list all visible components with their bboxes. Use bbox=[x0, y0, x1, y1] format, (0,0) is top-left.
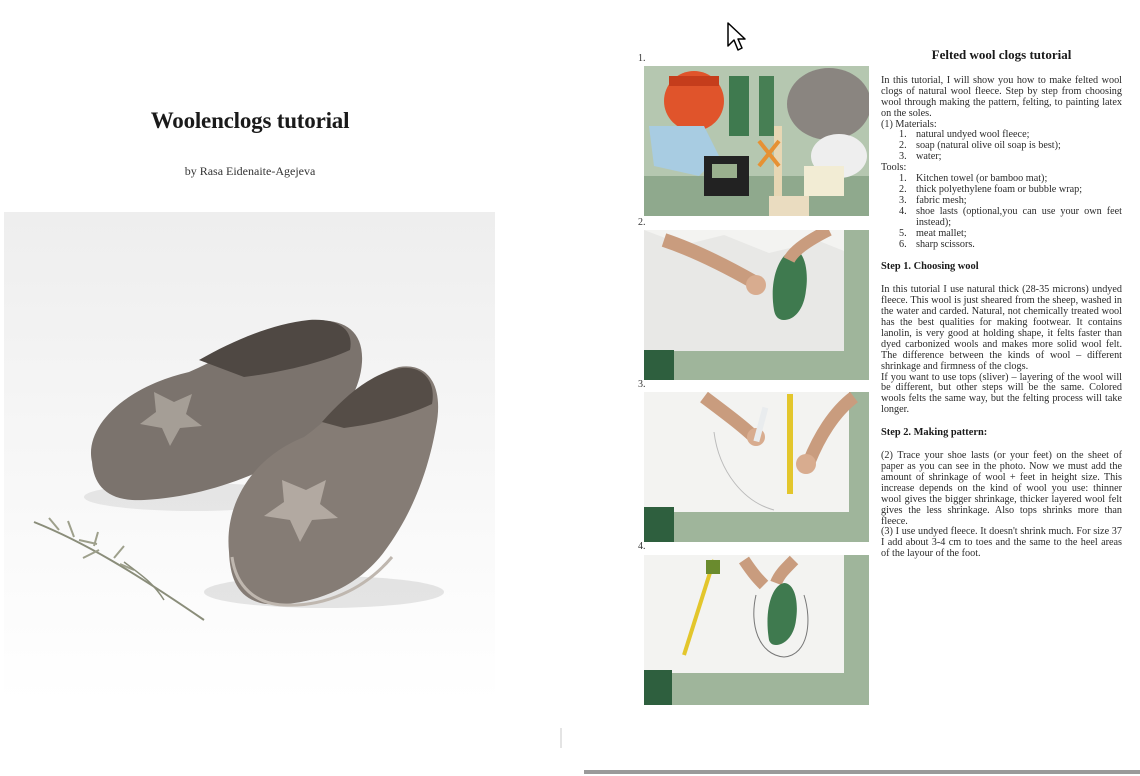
step-photo-materials bbox=[644, 66, 869, 216]
step2-heading: Step 2. Making pattern: bbox=[881, 427, 988, 439]
tools-heading: Tools: bbox=[881, 162, 907, 174]
horizontal-scrollbar[interactable] bbox=[584, 770, 1140, 774]
list-item: 5. meat mallet; bbox=[899, 227, 967, 239]
intro-paragraph: In this tutorial, I will show you how to make felted wool clogs of natural wool fleece. Step by step from choosing wool through making the pattern, felting, to painting latex on the soles. bbox=[881, 74, 1122, 119]
step-number: 4. bbox=[638, 541, 646, 552]
mouse-pointer-icon bbox=[727, 22, 747, 57]
list-item: 3. fabric mesh; bbox=[899, 194, 967, 206]
materials-list bbox=[881, 130, 1122, 163]
cover-title: Woolenclogs tutorial bbox=[150, 108, 350, 133]
step2-paragraph: (2) Trace your shoe lasts (or your feet) on the sheet of paper as you can see in the photo. Now we must add the amount of shrinkage of wool + feet in height size. This increase depends on the kind of wool you use: thinner wool gives the bigger shrinkage, thicker layered wool felt gives the less shrinkage. Also tops shrinks more than fleece. bbox=[881, 450, 1122, 527]
step-photo-wool bbox=[644, 230, 869, 380]
tools-list bbox=[881, 174, 1122, 250]
step1-paragraph: In this tutorial I use natural thick (28-35 microns) undyed fleece. This wool is just sheared from the sheep, washed in the water and carded. Natural, not chemically treated wool has the best qualities for making footwear. It contains lanolin, is very good at holding shape, it felts faster than dyed carbonized wools and makes more solid wool felt. The difference between the kinds of wool – different shrinkage and firmness of the clogs. bbox=[881, 284, 1122, 372]
list-item: 6. sharp scissors. bbox=[899, 238, 975, 250]
step-photo-pattern bbox=[644, 392, 869, 542]
step-number: 2. bbox=[638, 217, 646, 228]
list-item: 1. Kitchen towel (or bamboo mat); bbox=[899, 173, 1048, 185]
step-photo-tracing bbox=[644, 555, 869, 705]
step-number: 1. bbox=[638, 53, 646, 64]
list-item: 2. thick polyethylene foam or bubble wrap; bbox=[899, 183, 1083, 195]
step-number: 3. bbox=[638, 379, 646, 390]
step2-paragraph-2: (3) I use undyed fleece. It doesn't shrink much. For size 37 I add about 3-4 cm to toes and the same to the heel areas of the layour of the foot. bbox=[881, 526, 1122, 560]
cover-author: by Rasa Eidenaite-Agejeva bbox=[184, 164, 316, 178]
page-divider bbox=[560, 728, 562, 748]
cover-photo bbox=[4, 212, 495, 702]
step1-heading: Step 1. Choosing wool bbox=[881, 261, 979, 273]
article bbox=[881, 47, 1122, 560]
list-item: 4. shoe lasts (optional,you can use your own feet instead); bbox=[899, 205, 1122, 228]
article-title: Felted wool clogs tutorial bbox=[931, 47, 1072, 62]
step1-paragraph-2: If you want to use tops (sliver) – layering of the wool will be different, but other steps will be the same. Colored wools felts the same way, but the felting process will take longer. bbox=[881, 371, 1122, 416]
cover-page bbox=[0, 0, 520, 776]
list-item: 3. water; bbox=[899, 151, 942, 163]
list-item: 2. soap (natural olive oil soap is best); bbox=[899, 140, 1061, 152]
list-item: 1. natural undyed wool fleece; bbox=[899, 129, 1030, 141]
materials-heading: (1) Materials: bbox=[881, 118, 937, 130]
